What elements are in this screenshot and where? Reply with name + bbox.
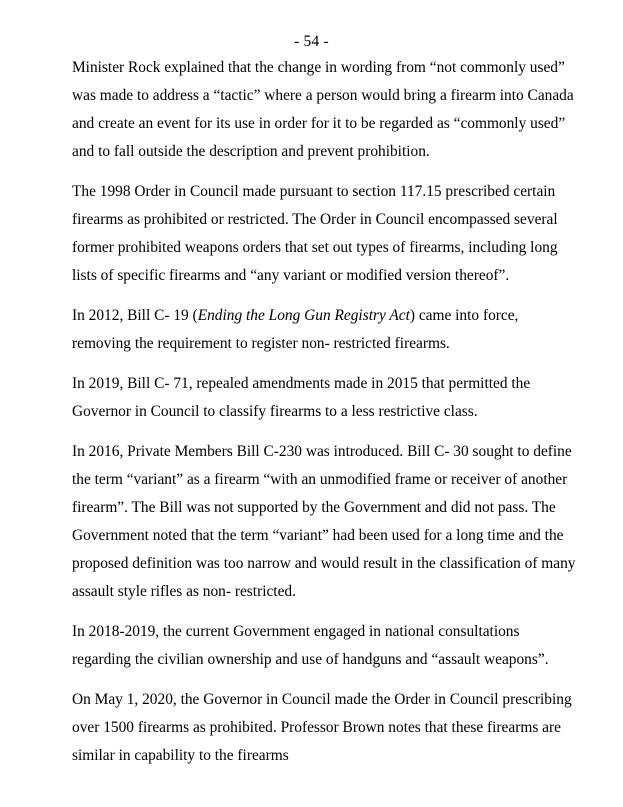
document-paragraphs — [72, 54, 577, 770]
text-run: On May 1, 2020, the Governor in Council made the Order in Council prescribing over 1500 firearms as prohibited. Professor Brown notes that these firearms are similar in capability to the firearms — [72, 691, 572, 764]
text-run: ) came into force, removing the requirement to register non- restricted firearms. — [72, 307, 519, 352]
paragraph — [72, 54, 577, 166]
paragraph — [72, 686, 577, 770]
text-run: In 2018-2019, the current Government engaged in national consultations regarding the civilian ownership and use of handguns and “assault weapons”. — [72, 623, 549, 668]
text-run: The 1998 Order in Council made pursuant to section 117.15 prescribed certain firearms as prohibited or restricted. The Order in Council encompassed several former prohibited weapons orders that set out types of firearms, including long lists of specific firearms and “any variant or modified version thereof”. — [72, 183, 558, 284]
text-run: In 2016, Private Members Bill C-230 was introduced. Bill C- 30 sought to define the term “variant” as a firearm “with an unmodified frame or receiver of another firearm”. The Bill was not supported by the Government and did not pass. The Government noted that the term “variant” had been used for a long time and the proposed definition was too narrow and would result in the classification of many assault style rifles as non- restricted. — [72, 443, 576, 600]
paragraph — [72, 302, 577, 358]
paragraph — [72, 178, 577, 290]
text-run: In 2012, Bill C- 19 ( — [72, 307, 198, 324]
text-run: Minister Rock explained that the change in wording from “not commonly used” was made to address a “tactic” where a person would bring a firearm into Canada and create an event for its use in order for it to be regarded as “commonly used” and to fall outside the description and prevent prohibition. — [72, 59, 574, 160]
page-number: - 54 - — [294, 33, 329, 50]
paragraph — [72, 438, 577, 606]
paragraph — [72, 370, 577, 426]
italic-text-run: Ending the Long Gun Registry Act — [197, 307, 410, 324]
paragraph — [72, 618, 577, 674]
text-run: In 2019, Bill C- 71, repealed amendments made in 2015 that permitted the Governor in Council to classify firearms to a less restrictive class. — [72, 375, 531, 420]
